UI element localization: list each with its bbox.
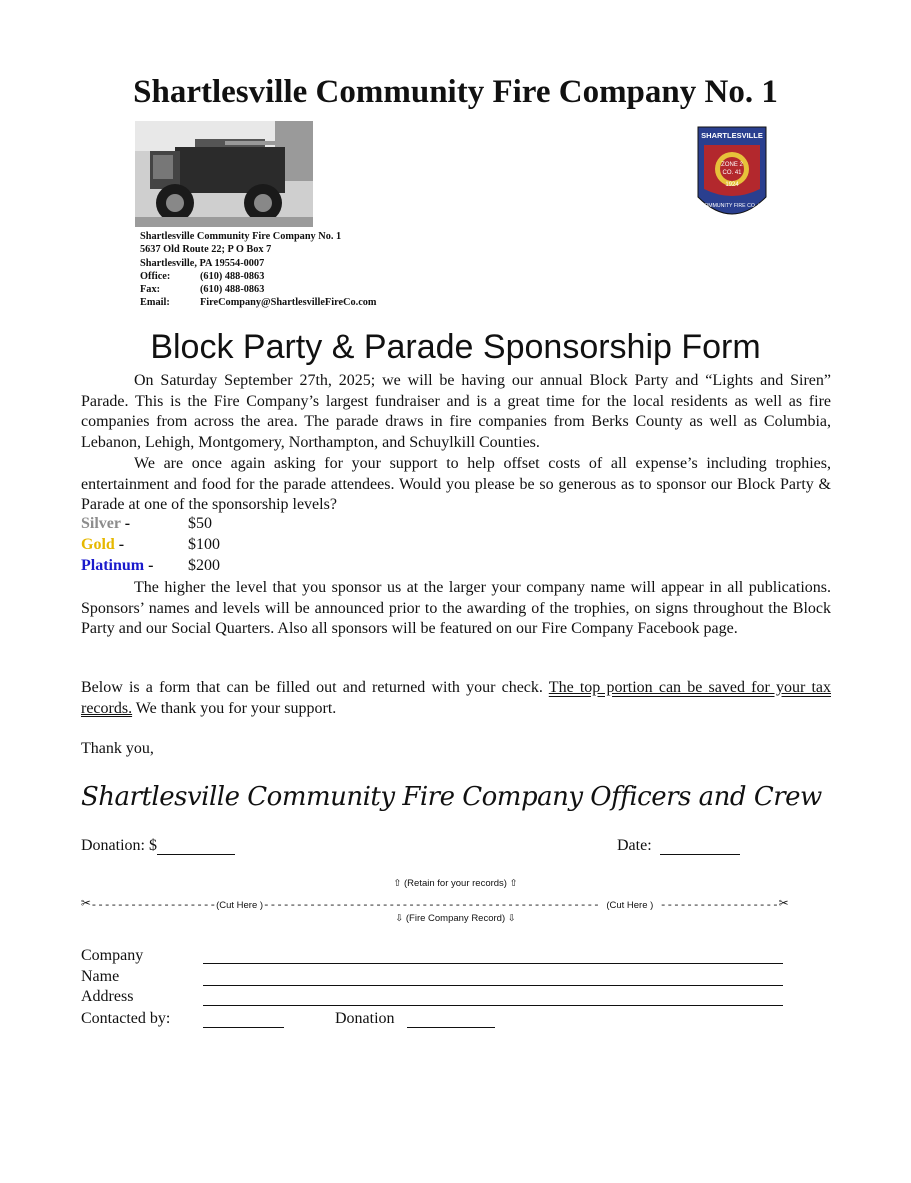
address-line-2: 5637 Old Route 22; P O Box 7: [140, 244, 272, 256]
date-row: [617, 837, 740, 855]
level-silver-amount: $50: [188, 515, 212, 532]
level-separator: -: [144, 557, 154, 574]
cut-here-left: (Cut Here ): [216, 900, 264, 911]
patch-zone-text: ZONE 2: [721, 162, 743, 168]
cut-here-right: (Cut Here ): [606, 900, 654, 911]
level-gold: [81, 536, 220, 554]
patch-year-text: 1924: [725, 182, 739, 188]
fire-company-record-note: ⇩ (Fire Company Record) ⇩: [395, 913, 516, 924]
donation-amount-field[interactable]: [157, 838, 235, 855]
level-separator: -: [120, 515, 131, 532]
level-silver: [81, 515, 212, 533]
paragraph-recognition: The higher the level that you sponsor us at the larger your company name will appear in all publications. Sponsors’ names and levels will be announced prior to the awarding of the trophies, on signs throughout the Block Party and our Social Quarters. Also all sponsors will be featured on our Fire Company Facebook page.: [81, 579, 831, 638]
office-label: Office:: [140, 270, 171, 282]
level-silver-name: Silver: [81, 515, 121, 532]
date-field[interactable]: [660, 838, 740, 855]
patch-top-text: SHARTLESVILLE: [701, 131, 763, 140]
patch-bottom-text: COMMUNITY FIRE CO. #1: [700, 203, 764, 209]
level-platinum-name: Platinum: [81, 557, 145, 574]
level-platinum-amount: $200: [188, 557, 220, 574]
name-label: Name: [81, 968, 120, 985]
donation-field[interactable]: [407, 1027, 495, 1028]
address-label: Address: [81, 988, 134, 1005]
fire-engine-illustration: [135, 121, 313, 227]
email-label: Email:: [140, 297, 170, 309]
donation-field-label: Donation: [335, 1010, 395, 1027]
level-gold-name: Gold: [81, 536, 115, 553]
date-label: Date:: [617, 837, 652, 854]
retain-note: ⇧ (Retain for your records) ⇧: [393, 878, 518, 889]
paragraph-support: We are once again asking for your support to help offset costs of all expense’s including trophies, entertainment and food for the parade attendees. Would you please be so generous as to sponsor our Block Party & Parade at one of the sponsorship levels?: [81, 455, 831, 514]
paragraph-instructions: [81, 678, 831, 719]
address-line-1: Shartlesville Community Fire Company No. 1: [140, 231, 342, 242]
contacted-label: Contacted by:: [81, 1010, 171, 1027]
address-block: [140, 230, 377, 310]
form-title: Block Party & Parade Sponsorship Form: [150, 328, 761, 366]
address-field[interactable]: [203, 1005, 783, 1006]
fire-company-patch: [696, 123, 768, 226]
donation-row: [81, 837, 235, 855]
patch-co-text: CO. 41: [722, 170, 742, 176]
donation-label: Donation: $: [81, 837, 157, 854]
scissors-icon: ✂: [81, 895, 91, 913]
office-phone: (610) 488-0863: [200, 270, 265, 282]
closing: Thank you,: [81, 740, 154, 757]
contacted-field[interactable]: [203, 1027, 284, 1028]
scissors-icon: ✂: [778, 895, 789, 913]
level-separator: -: [114, 536, 125, 553]
page-title: Shartlesville Community Fire Company No. 1: [133, 74, 778, 110]
signature: Shartlesville Community Fire Company Officers and Crew: [81, 782, 822, 812]
level-platinum: [81, 557, 220, 575]
company-field[interactable]: [203, 963, 783, 964]
name-field[interactable]: [203, 985, 783, 986]
paragraph-event: On Saturday September 27th, 2025; we will be having our annual Block Party and “Lights and Siren” Parade. This is the Fire Company’s largest fundraiser and is a great time for the local residents as well as fire companies from across the area. The parade draws in fire companies from Berks County as well as Columbia, Lebanon, Lehigh, Montgomery, Northampton, and Schuylkill Counties.: [81, 372, 831, 452]
instructions-thanks: We thank you for your support.: [132, 699, 337, 717]
fax-label: Fax:: [140, 284, 161, 296]
address-line-3: Shartlesville, PA 19554-0007: [140, 257, 265, 269]
fire-engine-photo: [135, 121, 313, 227]
patch-emblem-icon: [696, 123, 768, 226]
email-address: FireCompany@ShartlesvilleFireCo.com: [200, 297, 377, 309]
instructions-underlined: The top portion can be saved for your tax records.: [81, 679, 831, 717]
fax-number: (610) 488-0863: [200, 284, 265, 296]
company-label: Company: [81, 947, 144, 964]
instructions-text: Below is a form that can be filled out and returned with your check.: [81, 679, 549, 696]
level-gold-amount: $100: [188, 536, 220, 553]
cut-line: ✂-------------------(Cut Here )--------------------------------------------------- (Cut Here ) ------------------✂: [81, 895, 789, 913]
